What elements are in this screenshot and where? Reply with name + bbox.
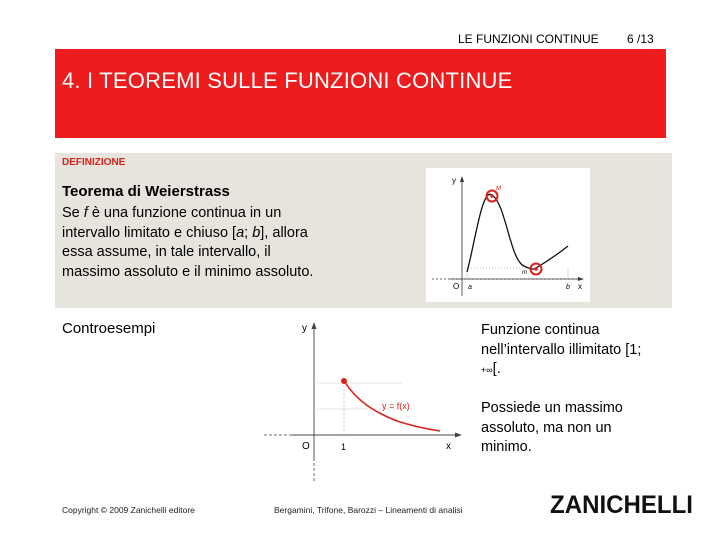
graph2-curve-label: y = f(x) <box>382 401 410 411</box>
definition-label: DEFINIZIONE <box>62 157 126 168</box>
graph1-a-label: a <box>468 284 472 291</box>
zanichelli-logo <box>550 488 693 518</box>
graph1-y-label: y <box>452 176 456 185</box>
title-bar <box>55 49 666 138</box>
slide-title: 4. I TEOREMI SULLE FUNZIONI CONTINUE <box>62 68 513 93</box>
graph2-x-label: x <box>446 441 451 452</box>
graph2-one-label: 1 <box>341 442 347 452</box>
counterexample-text-1: Funzione continua nell’intervallo illimitato [1; +∞[. <box>481 322 642 377</box>
copyright-text: Copyright © 2009 Zanichelli editore <box>62 505 195 515</box>
page-number: 6 /13 <box>627 32 654 46</box>
weierstrass-graph <box>426 168 590 302</box>
authors-text: Bergamini, Trifone, Barozzi – Lineamenti di analisi <box>274 505 463 515</box>
graph2-y-label: y <box>302 323 307 334</box>
graph1-origin: O <box>453 282 460 291</box>
theorem-heading: Teorema di Weierstrass <box>62 183 230 200</box>
graph1-m-label: m <box>522 270 527 276</box>
counterexample-graph <box>262 313 472 485</box>
counterexample-text-2: Possiede un massimo assoluto, ma non un minimo. <box>481 400 623 455</box>
counterexamples-label: Controesempi <box>62 320 156 337</box>
section-title: LE FUNZIONI CONTINUE <box>458 32 599 46</box>
graph1-max-label: M <box>496 186 501 192</box>
graph2-origin: O <box>302 441 310 452</box>
graph1-x-label: x <box>578 282 582 291</box>
theorem-text: Se f è una funzione continua in un intervallo limitato e chiuso [a; b], allora essa assume, in tale intervallo, il massimo assoluto e il minimo assoluto. <box>62 205 314 280</box>
graph1-b-label: b <box>566 284 570 291</box>
svg-text:ZANICHELLI: ZANICHELLI <box>550 491 693 518</box>
